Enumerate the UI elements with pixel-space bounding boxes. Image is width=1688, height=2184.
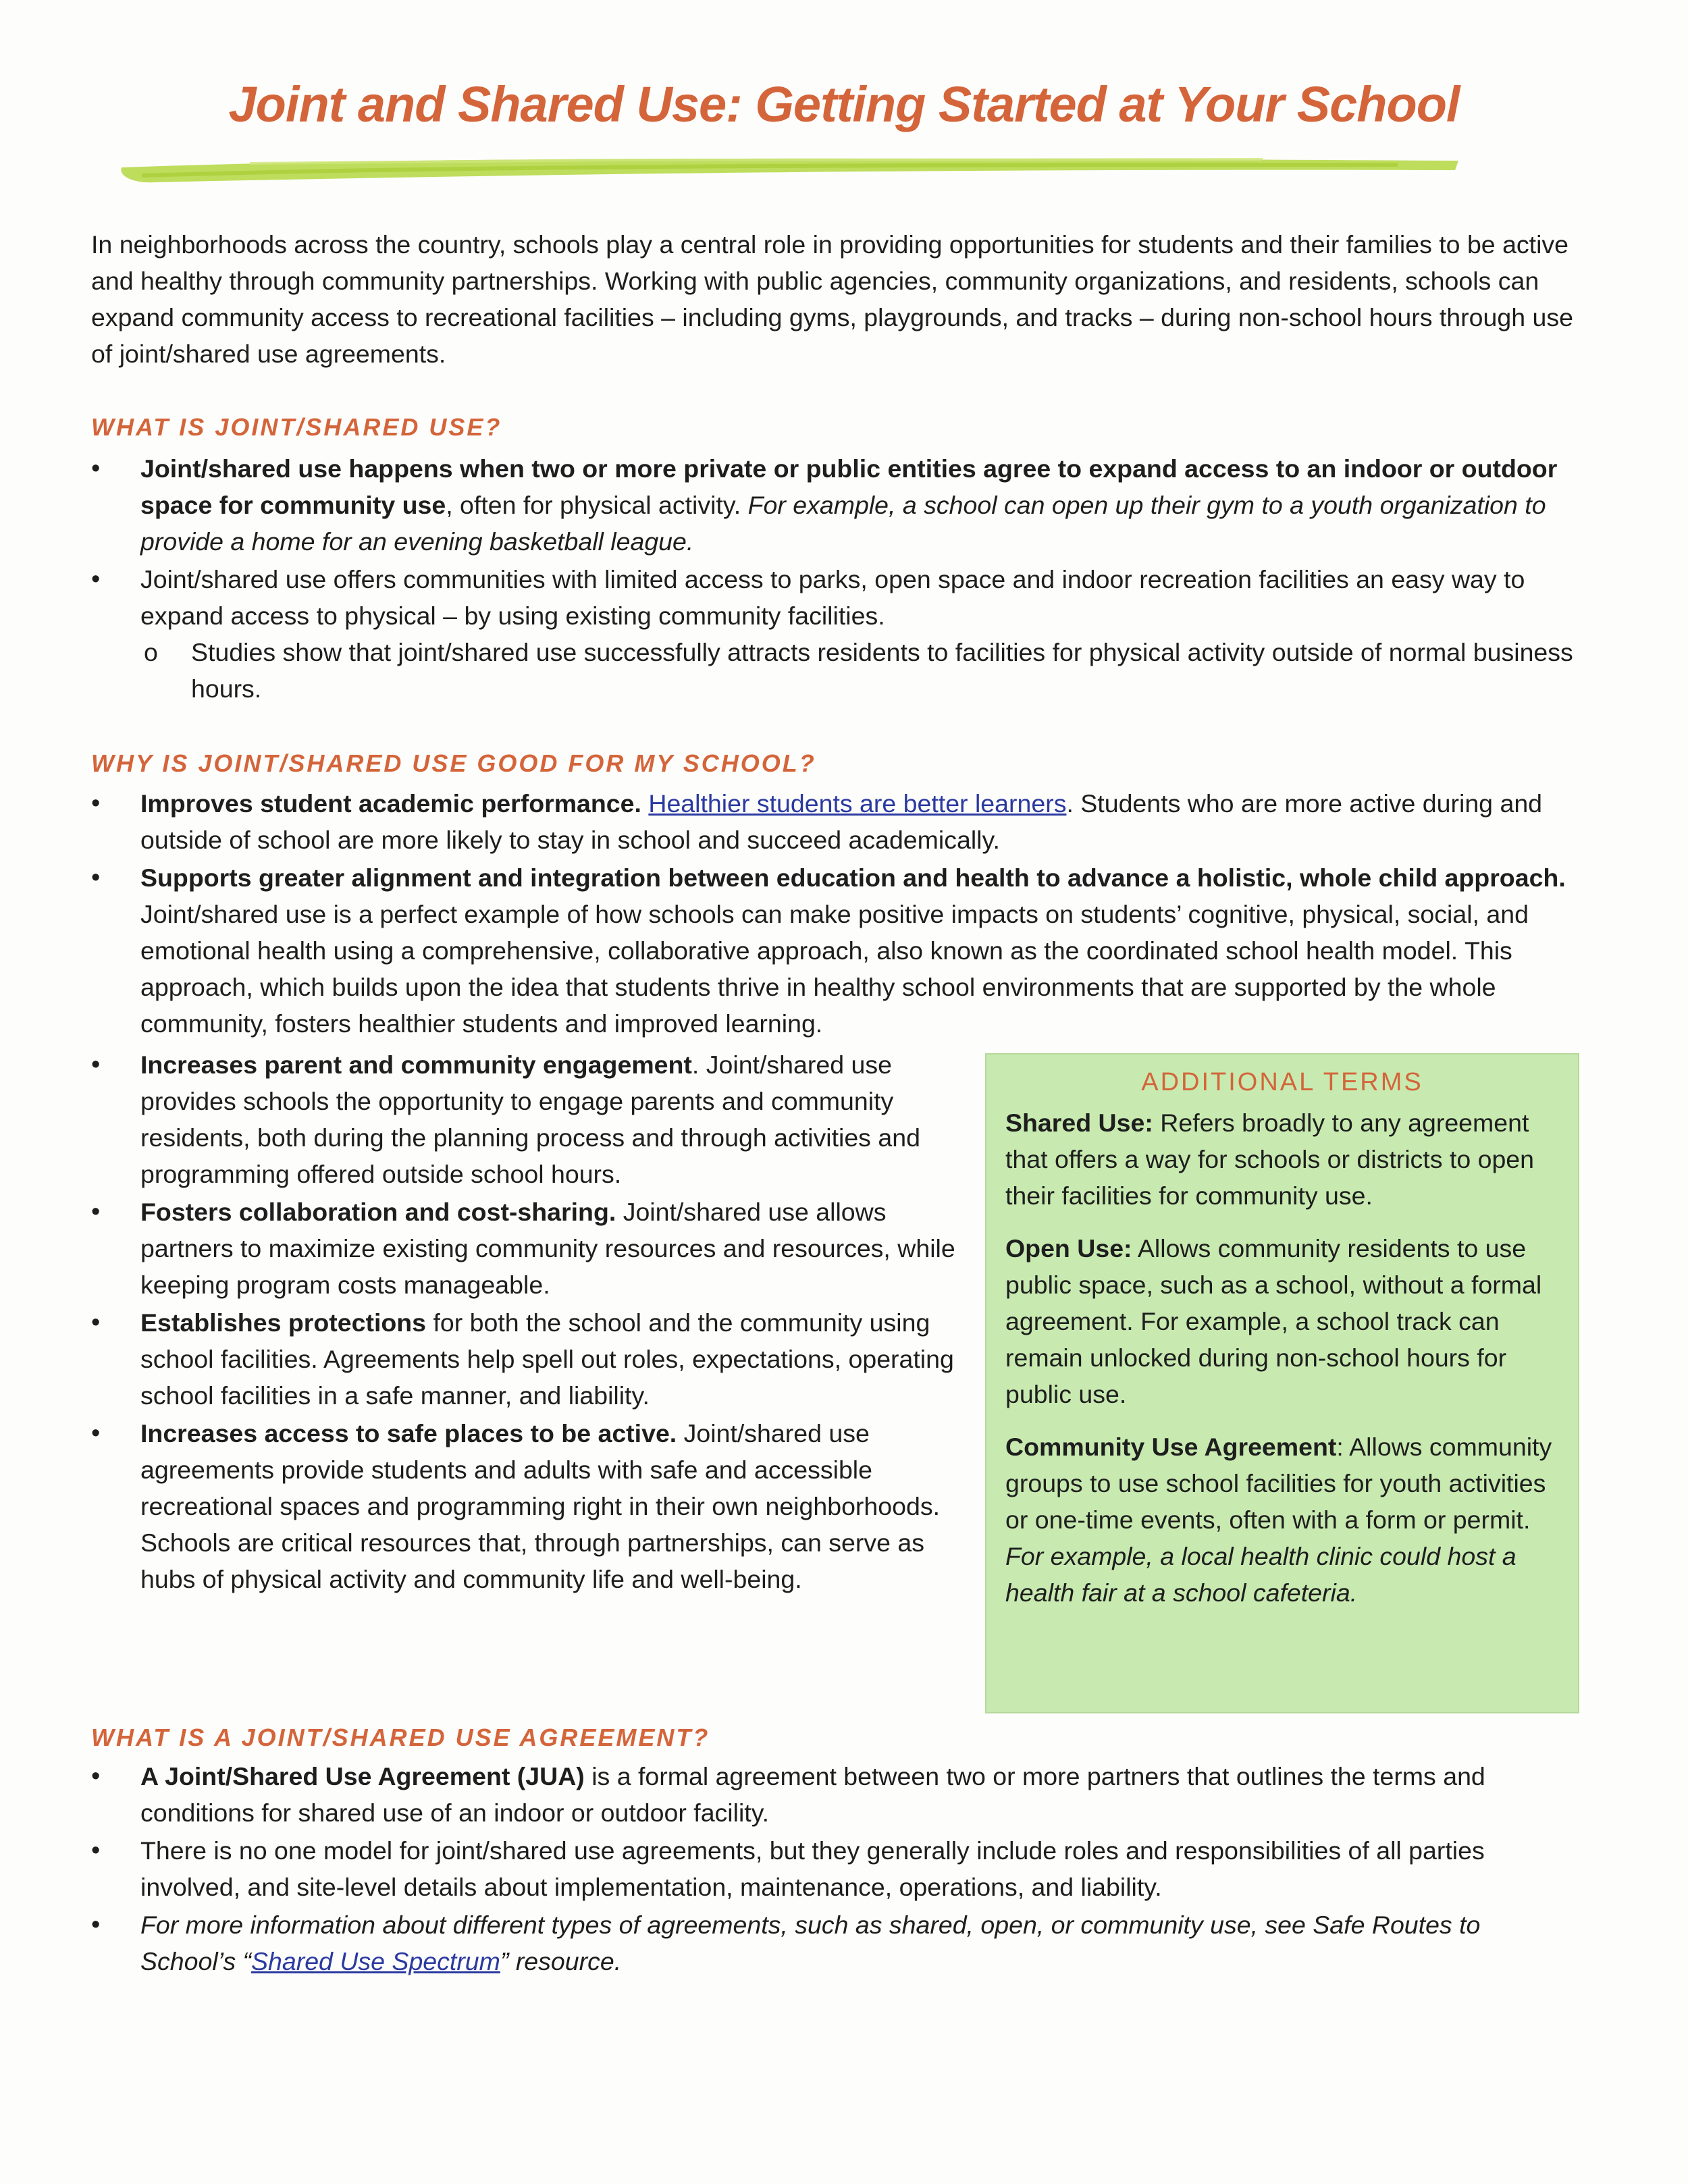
bullet-text: . Students who are more active during and outside of school are more likely to stay in school and succeed academically. — [140, 789, 1543, 854]
bullet-text: , often for physical activity. — [446, 491, 748, 519]
shared-use-spectrum-link[interactable]: Shared Use Spectrum — [250, 1947, 500, 1975]
bullet-text: is a formal agreement between two or more partners that outlines the terms and conditions for shared use of an indoor or outdoor facility. — [140, 1762, 1485, 1827]
term-definition: Refers broadly to any agreement that offers a way for schools or districts to open their facilities for community use. — [1005, 1109, 1535, 1210]
why-good-list-narrow — [91, 1046, 969, 1599]
why-good-list-wide — [91, 785, 1577, 1043]
bullet-italic-text: For more information about different types of agreements, such as shared, open, or community use, see Safe Routes to School’s “ — [140, 1911, 1481, 1975]
section-heading-what-is: WHAT IS JOINT/SHARED USE? — [91, 413, 502, 441]
page-title: Joint and Shared Use: Getting Started at Your School — [228, 76, 1460, 132]
bullet-italic-text: ” resource. — [500, 1947, 622, 1975]
additional-terms-box — [985, 1053, 1579, 1713]
bullet-bold-text: Supports greater alignment and integration between education and health to advance a holistic, whole child approach. — [140, 863, 1566, 892]
list-item — [91, 1907, 1577, 1979]
list-item — [91, 1046, 969, 1192]
title-underline-swoosh — [115, 155, 1465, 189]
list-item — [91, 450, 1577, 560]
bullet-bold-text: Establishes protections — [140, 1308, 427, 1337]
what-is-list — [91, 450, 1577, 708]
sub-list — [140, 634, 1577, 707]
term-definition: : Allows community groups to use school facilities for youth activities or one-time events, often with a form or permit. — [1005, 1433, 1552, 1534]
term-definition: Allows community residents to use public space, such as a school, without a formal agreement. For example, a school track can remain unlocked during non-school hours for public use. — [1005, 1234, 1542, 1408]
bullet-bold-text: Increases parent and community engagement — [140, 1050, 692, 1079]
bullet-text: . Joint/shared use provides schools the opportunity to engage parents and community residents, both during the planning process and through activities and programming offered outside school hours. — [140, 1050, 920, 1188]
list-item — [91, 561, 1577, 707]
additional-terms-heading: ADDITIONAL TERMS — [1141, 1068, 1423, 1096]
term-example: For example, a local health clinic could host a health fair at a school cafeteria. — [1005, 1542, 1516, 1607]
section-heading-why-good: WHY IS JOINT/SHARED USE GOOD FOR MY SCHOOL? — [91, 749, 816, 777]
agreement-list — [91, 1758, 1577, 1981]
bullet-text: There is no one model for joint/shared use agreements, but they generally include roles and responsibilities of all parties involved, and site-level details about implementation, maintenance, operations, and liability. — [140, 1836, 1485, 1901]
bullet-text: Joint/shared use offers communities with limited access to parks, open space and indoor recreation facilities an easy way to expand access to physical – by using existing community facilities. — [140, 565, 1525, 630]
list-item — [91, 859, 1577, 1042]
bullet-bold-text: A Joint/Shared Use Agreement (JUA) — [140, 1762, 585, 1790]
list-item — [91, 1415, 969, 1597]
intro-paragraph: In neighborhoods across the country, schools play a central role in providing opportunities for students and their families to be active and healthy through community partnerships. Working with public agencies, community organizations, and residents, schools can expand community access to recreational facilities – including gyms, playgrounds, and tracks – during non-school hours through use of joint/shared use agreements. — [91, 230, 1573, 368]
section-heading-agreement: WHAT IS A JOINT/SHARED USE AGREEMENT? — [91, 1724, 710, 1751]
bullet-text: Joint/shared use agreements provide students and adults with safe and accessible recreational spaces and programming right in their own neighborhoods. Schools are critical resources that, through partnerships, can serve as hubs of physical activity and community life and well-being. — [140, 1419, 941, 1593]
bullet-bold-text: Joint/shared use happens when two or more private or public entities agree to expand access to an indoor or outdoor space for community use — [140, 454, 1558, 519]
bullet-text: for both the school and the community using school facilities. Agreements help spell out roles, expectations, operating school facilities in a safe manner, and liability. — [140, 1308, 954, 1410]
healthier-students-link[interactable]: Healthier students are better learners — [648, 789, 1067, 818]
list-item — [91, 785, 1577, 858]
term-label: Shared Use: — [1005, 1109, 1153, 1137]
bullet-italic-text: For example, a school can open up their gym to a youth organization to provide a home for an evening basketball league. — [140, 491, 1546, 556]
term-label: Community Use Agreement — [1005, 1433, 1337, 1461]
list-item — [91, 1758, 1577, 1831]
term-label: Open Use: — [1005, 1234, 1132, 1262]
list-item — [91, 1194, 969, 1303]
term-shared-use — [1005, 1104, 1559, 1214]
term-open-use — [1005, 1230, 1559, 1412]
bullet-text: Joint/shared use allows partners to maximize existing community resources and resources, while keeping program costs manageable. — [140, 1198, 955, 1299]
bullet-bold-text: Improves student academic performance. — [140, 789, 641, 818]
sub-list-item: o Studies show that joint/shared use successfully attracts residents to facilities for physical activity outside of normal business hours. — [140, 634, 1577, 707]
list-item — [91, 1832, 1577, 1905]
bullet-text: Joint/shared use is a perfect example of how schools can make positive impacts on students’ cognitive, physical, social, and emotional health using a comprehensive, collaborative approach, also known as the coordinated school health model. This approach, which builds upon the idea that students thrive in healthy school environments that are supported by the whole community, fosters healthier students and improved learning. — [140, 900, 1529, 1038]
bullet-bold-text: Increases access to safe places to be active. — [140, 1419, 677, 1447]
bullet-bold-text: Fosters collaboration and cost-sharing. — [140, 1198, 616, 1226]
term-community-use-agreement — [1005, 1429, 1559, 1611]
list-item — [91, 1304, 969, 1414]
